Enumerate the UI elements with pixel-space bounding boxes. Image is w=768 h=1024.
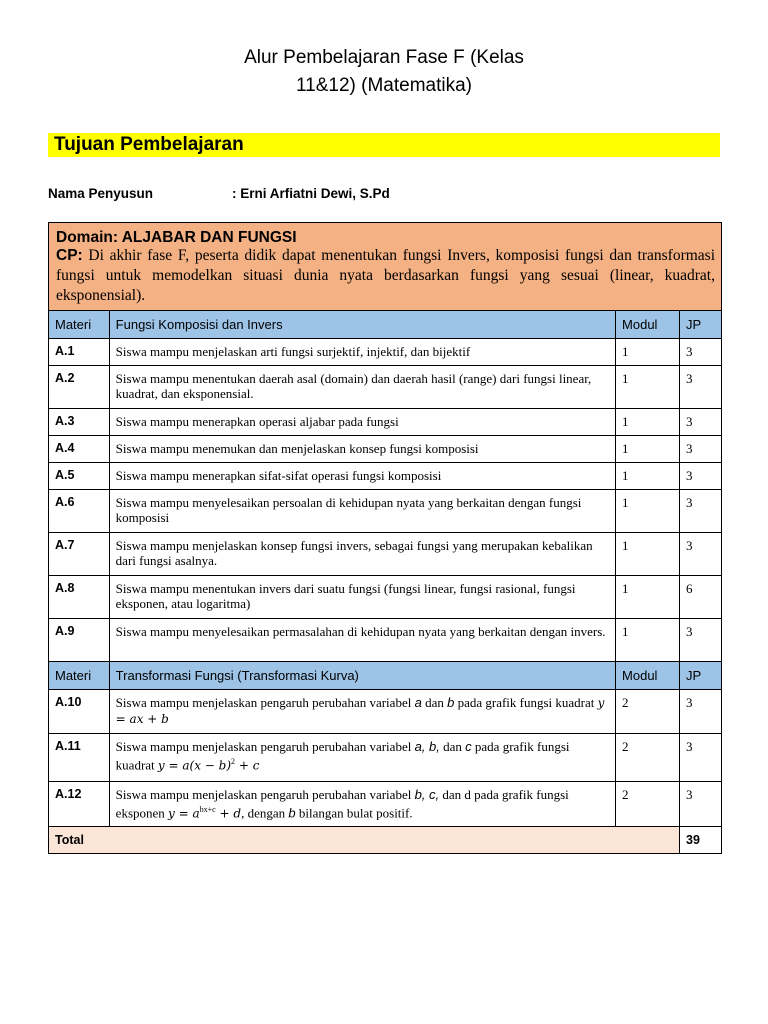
- author-value: : Erni Arfiatni Dewi, S.Pd: [232, 186, 390, 201]
- cp-text: Di akhir fase F, peserta didik dapat menentukan fungsi Invers, komposisi fungsi dan transformasi fungsi untuk memodelkan situasi dunia nyata berdasarkan fungsi yang sesuai (linear, kuadrat, eksponensial).: [56, 247, 716, 304]
- row-modul: 1: [616, 619, 680, 662]
- row-modul: 1: [616, 533, 680, 576]
- row-code: A.6: [49, 490, 110, 533]
- header-topic: Transformasi Fungsi (Transformasi Kurva): [109, 662, 615, 690]
- header-modul: Modul: [616, 311, 680, 339]
- row-code: A.2: [49, 366, 110, 409]
- row-jp: 3: [680, 339, 722, 366]
- header-materi: Materi: [49, 662, 110, 690]
- row-modul: 1: [616, 576, 680, 619]
- desc-text: , dengan: [241, 805, 289, 821]
- formula: y = a(x − b): [157, 758, 232, 773]
- table-row: [49, 782, 722, 827]
- row-jp: 6: [680, 576, 722, 619]
- table-row: [49, 619, 722, 662]
- formula: y = a: [168, 806, 200, 821]
- header-jp: JP: [680, 662, 722, 690]
- row-code: A.12: [49, 782, 110, 827]
- title-line-2: 11&12) (Matematika): [296, 75, 472, 96]
- row-description: Siswa mampu menyelesaikan permasalahan di kehidupan nyata yang berkaitan dengan invers.: [109, 619, 615, 662]
- var-list: b, c,: [414, 787, 440, 802]
- formula: y = ax + b: [115, 696, 605, 726]
- row-modul: 2: [616, 734, 680, 782]
- author-label: Nama Penyusun: [48, 186, 154, 201]
- table-row: [49, 436, 722, 463]
- row-description: [109, 690, 615, 734]
- cp-label: CP:: [56, 247, 83, 264]
- domain-title: Domain: ALJABAR DAN FUNGSI: [56, 229, 297, 246]
- row-modul: 1: [616, 339, 680, 366]
- row-description: Siswa mampu menentukan daerah asal (domain) dan daerah hasil (range) dari fungsi linear, kuadrat, dan eksponensial.: [109, 366, 615, 409]
- var-list: a, b,: [414, 739, 440, 754]
- row-description: Siswa mampu menerapkan sifat-sifat operasi fungsi komposisi: [109, 463, 615, 490]
- desc-text: Siswa mampu menjelaskan pengaruh perubahan variabel: [115, 787, 415, 802]
- desc-text: Siswa mampu menjelaskan pengaruh perubahan variabel: [115, 739, 415, 754]
- table-row: [49, 463, 722, 490]
- learning-flow-table: [48, 222, 722, 854]
- domain-row: [49, 223, 722, 311]
- row-modul: 1: [616, 463, 680, 490]
- row-description: Siswa mampu menjelaskan konsep fungsi invers, sebagai fungsi yang merupakan kebalikan dari fungsi asalnya.: [109, 533, 615, 576]
- table-header-row: [49, 311, 722, 339]
- row-description: Siswa mampu menemukan dan menjelaskan konsep fungsi komposisi: [109, 436, 615, 463]
- header-topic: Fungsi Komposisi dan Invers: [109, 311, 615, 339]
- table-row: [49, 576, 722, 619]
- table-row: [49, 690, 722, 734]
- header-modul: Modul: [616, 662, 680, 690]
- row-jp: 3: [680, 690, 722, 734]
- section-title: Tujuan Pembelajaran: [54, 134, 244, 155]
- row-jp: 3: [680, 619, 722, 662]
- row-modul: 2: [616, 690, 680, 734]
- row-jp: 3: [680, 490, 722, 533]
- row-jp: 3: [680, 533, 722, 576]
- row-description: Siswa mampu menentukan invers dari suatu fungsi (fungsi linear, fungsi rasional, fungsi eksponen, atau logaritma): [109, 576, 615, 619]
- header-materi: Materi: [49, 311, 110, 339]
- row-description: Siswa mampu menerapkan operasi aljabar pada fungsi: [109, 409, 615, 436]
- formula-exponent: bx+c: [199, 805, 216, 814]
- row-jp: 3: [680, 366, 722, 409]
- formula-exponent: 2: [231, 757, 236, 766]
- row-modul: 2: [616, 782, 680, 827]
- desc-text: Siswa mampu menjelaskan pengaruh perubahan variabel: [115, 695, 415, 710]
- table-row: [49, 734, 722, 782]
- row-code: A.3: [49, 409, 110, 436]
- desc-text: pada grafik fungsi kuadrat: [454, 695, 598, 710]
- var-b: b: [447, 695, 455, 710]
- domain-cell: [49, 223, 722, 311]
- row-description: Siswa mampu menjelaskan arti fungsi surjektif, injektif, dan bijektif: [109, 339, 615, 366]
- row-code: A.11: [49, 734, 110, 782]
- row-code: A.1: [49, 339, 110, 366]
- row-jp: 3: [680, 436, 722, 463]
- row-jp: 3: [680, 409, 722, 436]
- row-description: Siswa mampu menyelesaikan persoalan di kehidupan nyata yang berkaitan dengan fungsi komposisi: [109, 490, 615, 533]
- desc-text: pada grafik fungsi kuadrat: [115, 739, 570, 773]
- row-code: A.9: [49, 619, 110, 662]
- row-jp: 3: [680, 463, 722, 490]
- cp-text-block: [56, 246, 715, 306]
- section-heading: [48, 133, 720, 157]
- desc-text: dan d pada grafik fungsi eksponen: [115, 787, 569, 821]
- title-line-1: Alur Pembelajaran Fase F (Kelas: [244, 47, 524, 68]
- table-row: [49, 409, 722, 436]
- var-a: a: [414, 695, 422, 710]
- row-code: A.7: [49, 533, 110, 576]
- table-row: [49, 533, 722, 576]
- row-jp: 3: [680, 734, 722, 782]
- table-header-row-2: [49, 662, 722, 690]
- row-jp: 3: [680, 782, 722, 827]
- table-row: [49, 339, 722, 366]
- row-modul: 1: [616, 490, 680, 533]
- var-c: c: [465, 739, 472, 754]
- formula-tail: + c: [235, 758, 260, 773]
- total-value: 39: [680, 827, 722, 854]
- table-row: [49, 366, 722, 409]
- row-modul: 1: [616, 436, 680, 463]
- row-code: A.8: [49, 576, 110, 619]
- header-jp: JP: [680, 311, 722, 339]
- desc-text: bilangan bulat positif.: [295, 805, 413, 821]
- row-code: A.10: [49, 690, 110, 734]
- formula-tail: + d: [215, 806, 242, 821]
- row-description: [109, 734, 615, 782]
- row-modul: 1: [616, 409, 680, 436]
- var-b: b: [288, 805, 296, 821]
- table-row: [49, 490, 722, 533]
- row-code: A.4: [49, 436, 110, 463]
- total-row: [49, 827, 722, 854]
- row-modul: 1: [616, 366, 680, 409]
- desc-text: dan: [439, 739, 466, 754]
- total-label: Total: [49, 827, 680, 854]
- row-description: [109, 782, 615, 827]
- desc-text: dan: [421, 695, 448, 710]
- row-code: A.5: [49, 463, 110, 490]
